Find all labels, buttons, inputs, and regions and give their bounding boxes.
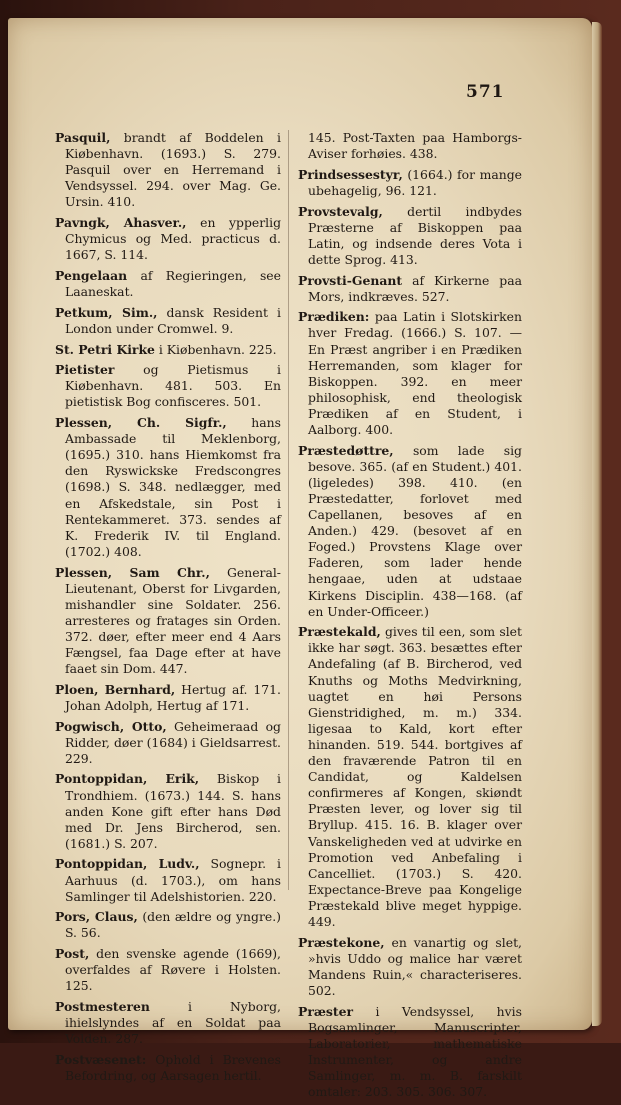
index-entry (55, 268, 281, 300)
entry-text: en ypperlig Chymicus og Med. practicus d. 1667, S. 114. (65, 215, 281, 263)
entry-headword: Prædiken: (298, 309, 370, 325)
entry-headword: Pietister (55, 362, 115, 378)
entry-headword: Provstevalg, (298, 203, 383, 219)
entry-text: Hertug af. 171. Johan Adolph, Hertug af 171. (65, 681, 281, 713)
entry-text: i Kiøbenhavn. 225. (158, 341, 277, 357)
index-entry (55, 215, 281, 263)
entry-headword: Pors, Claus, (55, 909, 138, 925)
entry-text: gives til een, som slet ikke har søgt. 363. besættes efter Andefaling (af B. Bircherod, ved Knuths og Moths Medvirkning, uagtet en høi Persons Gienstridighed, m. m.) 334. ligesaa to Kald, kort efter hinanden. 519. 544. bortgives af den fraværende Patron til en Candidat, og Kaldelsen confirmeres af Kongen, skiøndt Præsten lever, og lover sig til Bryllup. 415. 16. B. klager over Vanskeligheden ved at udvirke en Promotion ved Anbefaling i Cancelliet. (1703.) S. 420. Expectance-Breve paa Kongelige Præstekald blive meget hyppige. 449. (308, 624, 522, 929)
entry-headword: Pontoppidan, Erik, (55, 771, 200, 787)
entry-text: i Nyborg, ihielslyndes af en Soldat paa Volden. 287. (65, 999, 281, 1047)
entry-headword: Pontoppidan, Ludv., (55, 856, 200, 872)
entry-headword: Pogwisch, Otto, (55, 718, 167, 734)
index-entry (298, 1004, 522, 1101)
entry-headword: Præstedøttre, (298, 442, 394, 458)
index-entry (55, 719, 281, 767)
entry-text: af Regieringen, see Laaneskat. (65, 267, 281, 300)
entry-headword: Postvæsenet: (55, 1051, 147, 1067)
index-entry (298, 273, 522, 305)
entry-headword: Plessen, Ch. Sigfr., (55, 415, 227, 431)
entry-text: en vanartig og slet, »hvis Uddo og malice har været Mandens Ruin,« characteriseres. 502. (308, 934, 522, 998)
entry-text: som lade sig besove. 365. (af en Student.) 401. (ligeledes) 398. 410. (en Præstedatter, forlovet med Capellanen, besoves af en Anden.) 429. (besovet af en Foged.) Provstens Klage over Faderen, som lader hende hengaae, uden at udstaae Kirkens Disciplin. 438—168. (af en Under-Officeer.) (308, 442, 522, 619)
index-entry (55, 946, 281, 994)
index-entry (55, 415, 281, 560)
index-entry (298, 443, 522, 620)
entry-text: General-Lieutenant, Oberst for Livgarden, mishandler sine Soldater. 256. arresteres og fratages sin Orden. 372. døer, efter meer end 4 Aars Fængsel, faa Dage efter at have faaet sin Dom. 447. (65, 564, 281, 677)
index-entry (55, 856, 281, 904)
entry-text: Sognepr. i Aarhuus (d. 1703.), om hans Samlinger til Adelshistorien. 220. (65, 856, 281, 904)
entry-text: og Pietismus i Kiøbenhavn. 481. 503. En pietistisk Bog confisceres. 501. (65, 362, 281, 410)
entry-text: i Vendsyssel, hvis Bogsamlinger, Manuscripter, Laboratorier, mathematiske Instrumenter, og andre Samlinger, m. m. B. farskilt omtaler: 203. 305. 306. 307. (308, 1003, 522, 1100)
entry-text: dertil indbydes Præsterne af Biskoppen paa Latin, og indsende deres Vota i dette Sprog. 413. (308, 203, 522, 267)
index-entry (55, 1052, 281, 1084)
index-entry (55, 362, 281, 410)
page-number: 571 (466, 82, 505, 102)
entry-headword: Pengelaan (55, 267, 128, 283)
entry-headword: Pasquil, (55, 130, 111, 145)
entry-text: paa Latin i Slotskirken hver Fredag. (1666.) S. 107. — En Præst angriber i en Prædiken Herremanden, som klager for Biskoppen. 392. en meer philosophisk, end theologisk Prædiken af en Student, i Aalborg. 400. (308, 309, 522, 437)
entry-headword: Pavngk, Ahasver., (55, 215, 187, 231)
index-entry (55, 999, 281, 1047)
index-entry (55, 342, 281, 358)
index-entry (55, 771, 281, 851)
index-entry (55, 909, 281, 941)
index-entry (55, 565, 281, 678)
index-entry (298, 204, 522, 268)
entry-text: brandt af Boddelen i Kiøbenhavn. (1693.) S. 279. Pasquil over en Herremand i Vendsyssel. 294. over Mag. Ge. Ursin. 410. (65, 130, 281, 210)
entry-headword: St. Petri Kirke (55, 341, 155, 357)
entry-headword: Provsti-Genant (298, 272, 403, 288)
continuation-text: 145. Post-Taxten paa Hamborgs-Aviser forhøies. 438. (308, 130, 522, 162)
entry-headword: Petkum, Sim., (55, 304, 158, 320)
entry-text: hans Ambassade til Meklenborg, (1695.) 310. hans Hiemkomst fra den Ryswickske Fredscongres (1698.) S. 348. nedlægger, med en Afskedstale, sin Post i Rentekammeret. 373. sendes af K. Frederik IV. til England. (1702.) 408. (65, 415, 281, 559)
index-entry (55, 682, 281, 714)
entry-headword: Postmesteren (55, 999, 150, 1014)
entry-headword: Præstekald, (298, 624, 381, 640)
index-entry (298, 309, 522, 438)
entry-headword: Prindsessestyr, (298, 166, 403, 182)
entry-text: Ophold i Brevenes Befordring, og Aarsagen hertil. (65, 1051, 281, 1083)
entry-text: (den ældre og yngre.) S. 56. (65, 909, 281, 941)
index-entry (298, 167, 522, 199)
entry-text: af Kirkerne paa Mors, indkræves. 527. (308, 272, 522, 304)
column-divider (288, 130, 289, 890)
entry-text: den svenske agende (1669), overfaldes af Røvere i Holsten. 125. (65, 946, 281, 994)
entry-text: Geheimeraad og Ridder, døer (1684) i Gieldsarrest. 229. (65, 718, 281, 766)
right-column (298, 130, 522, 1105)
entry-text: Biskop i Trondhiem. (1673.) 144. S. hans anden Kone gift efter hans Død med Dr. Jens Bircherod, sen. (1681.) S. 207. (65, 771, 281, 851)
entry-text: (1664.) for mange ubehagelig, 96. 121. (308, 166, 522, 198)
entry-headword: Præstekone, (298, 934, 385, 950)
index-entry (298, 935, 522, 999)
entry-headword: Præster (298, 1003, 354, 1019)
index-entry (298, 624, 522, 930)
page-edge (592, 22, 602, 1026)
index-entry (55, 305, 281, 337)
left-column (55, 130, 281, 1089)
entry-text: dansk Resident i London under Cromwel. 9. (65, 304, 281, 336)
entry-headword: Plessen, Sam Chr., (55, 564, 210, 580)
entry-headword: Ploen, Bernhard, (55, 681, 176, 697)
index-entry (55, 130, 281, 210)
entry-headword: Post, (55, 946, 90, 962)
